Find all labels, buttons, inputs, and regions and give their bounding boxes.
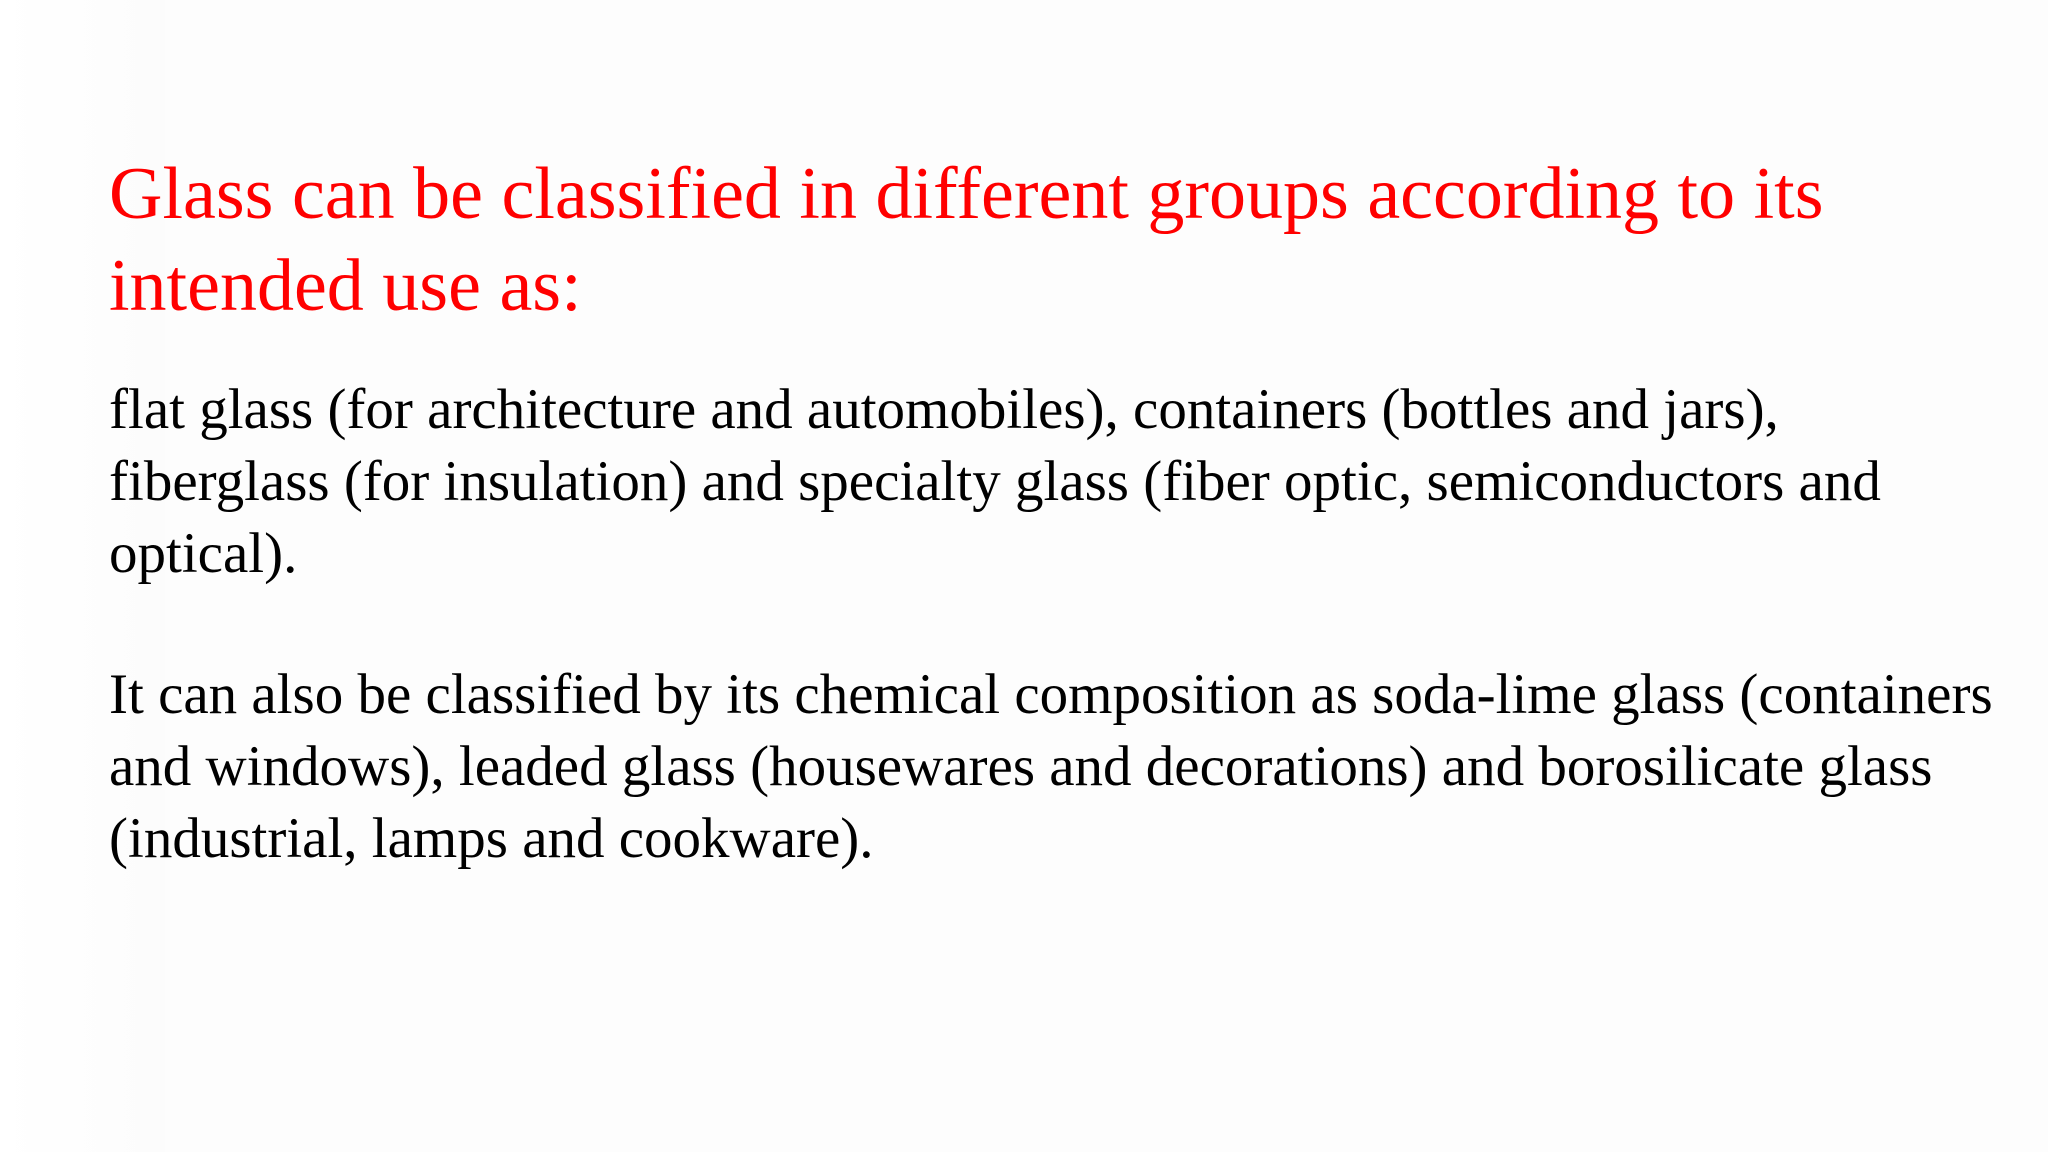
- body-paragraph-chemical-composition: It can also be classified by its chemical composition as soda-lime glass (containers and windows), leaded glass (housewares and decorations) and borosilicate glass (industrial, lamps and cookware).: [109, 663, 1993, 870]
- body-paragraph-intended-use: flat glass (for architecture and automobiles), containers (bottles and jars), fiberglass (for insulation) and specialty glass (fiber optic, semiconductors and optical).: [109, 378, 1881, 585]
- slide-title: Glass can be classified in different groups according to its intended use as:: [109, 153, 1824, 327]
